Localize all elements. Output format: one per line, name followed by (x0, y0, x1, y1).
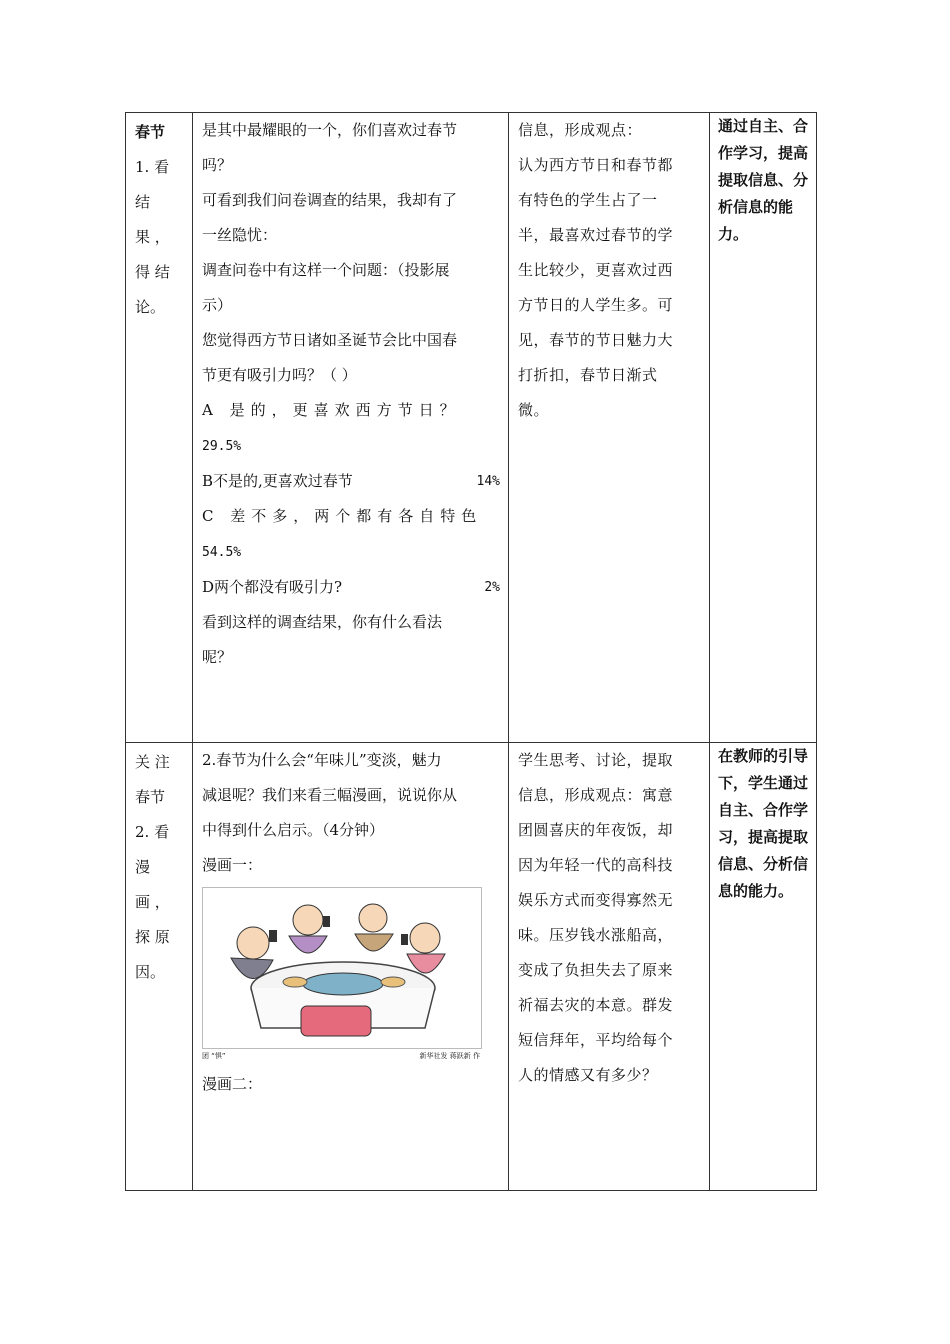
student-text-line: 学生思考、讨论，提取 (518, 751, 674, 769)
step-label-line: 因。 (135, 963, 166, 981)
survey-option (202, 499, 500, 534)
intent-text-line: 息的能力。 (718, 882, 794, 900)
student-text-line: 信息，形成观点： (518, 121, 643, 139)
student-text-line: 生比较少，更喜欢过西 (518, 261, 674, 279)
intent-text-line: 导下，学生 (718, 747, 809, 792)
intent-text-line: 息、分析信 (733, 855, 809, 873)
step-cell (126, 743, 193, 1191)
table-row (126, 113, 817, 743)
student-text-line: 因为年轻一代的高科技 (518, 856, 674, 874)
step-label-line: 结 (135, 193, 151, 211)
teacher-text-line: 减退呢？我们来看三幅漫画，说说你从 (202, 786, 458, 804)
teacher-activity-cell (193, 743, 509, 1191)
student-text-line: 变成了负担失去了原来 (518, 961, 674, 979)
survey-option (202, 464, 500, 499)
step-label-line: 探 原 (135, 928, 170, 946)
comic-title: 团 “惧” (202, 1052, 226, 1060)
teacher-text-line: 2.春节为什么会“年味儿”变淡，魅力 (202, 751, 442, 769)
teacher-activity (193, 113, 508, 675)
step-label-line: 论。 (135, 298, 166, 316)
student-activity (509, 743, 709, 1093)
design-intent-cell (710, 743, 817, 1191)
survey-options (202, 393, 500, 605)
design-intent-cell (710, 113, 817, 743)
student-text-line: 方节日的人学生多。可 (518, 296, 674, 314)
intent-text-line: 息、分析信 (718, 171, 809, 216)
teacher-text-line: 吗？ (202, 156, 233, 174)
teacher-text-line: 看到这样的调查结果，你有什么看法 (202, 613, 443, 631)
student-text-line: 半，最喜欢过春节的学 (518, 226, 674, 244)
teacher-text-line: 示） (202, 296, 233, 314)
teacher-text-line: 漫画一： (202, 856, 263, 874)
student-text-line: 打折扣，春节日渐式 (518, 366, 658, 384)
step-label-line: 春节 (135, 788, 166, 806)
step-label-line: 2. 看 (135, 823, 170, 841)
teacher-text-line: 可看到我们问卷调查的结果，我却有了 (202, 191, 458, 209)
step-label-line: 漫 (135, 858, 151, 876)
step-cell (126, 113, 193, 743)
teacher-text-line: 一丝隐忧： (202, 226, 278, 244)
step-label-line: 果 ， (135, 228, 170, 246)
survey-option (202, 393, 500, 428)
student-text-line: 微。 (518, 401, 550, 419)
student-activity-cell (509, 743, 710, 1191)
survey-option-percent: 14% (476, 474, 500, 489)
teacher-activity (193, 743, 508, 1102)
intent-text-line: 合作学习， (718, 117, 809, 162)
student-text-line: 娱乐方式而变得寡然无 (518, 891, 674, 909)
student-activity (509, 113, 709, 428)
student-text-line: 见，春节的节日魅力大 (518, 331, 674, 349)
intent-text-line: 通过自主、 (718, 117, 794, 135)
comic-two-label: 漫画二： (202, 1075, 263, 1093)
step-label (126, 743, 192, 990)
teacher-text-line: 节更有吸引力吗？（ ） (202, 366, 357, 384)
teacher-text-line: 是其中最耀眼的一个，你们喜欢过春节 (202, 121, 458, 139)
teacher-activity-cell (193, 113, 509, 743)
step-label-line: 得 结 (135, 263, 170, 281)
intent-text-line: 合作学习， (718, 801, 809, 846)
survey-option-text: A 是的，更喜欢西方节日？ (202, 401, 461, 419)
step-label-line: 1. 看 (135, 158, 170, 176)
survey-option-text: B不是的,更喜欢过春节 (202, 472, 353, 490)
intent-text-line: 息的能力。 (718, 198, 794, 243)
student-text-line: 认为西方节日和春节都 (518, 156, 674, 174)
step-label (126, 113, 192, 325)
survey-option-percent: 54.5% (202, 545, 242, 560)
design-intent (710, 113, 816, 248)
intent-text-line: 提高提取信 (718, 828, 809, 873)
intent-text-line: 通过自主、 (718, 774, 809, 819)
teacher-text-line: 您觉得西方节日诸如圣诞节会比中国春 (202, 331, 458, 349)
intent-text-line: 提高提取信 (718, 144, 809, 189)
comic-caption (202, 1051, 480, 1061)
comic-one-image (202, 887, 482, 1049)
step-label-line: 画 ， (135, 893, 170, 911)
student-text-line: 有特色的学生占了一 (518, 191, 658, 209)
intent-text-line: 在教师的引 (718, 747, 794, 765)
student-text-line: 祈福去灾的本意。群发 (518, 996, 674, 1014)
teacher-text-line: 中得到什么启示。（4分钟） (202, 821, 385, 839)
survey-option-percent-line (202, 534, 500, 570)
comic-credit: 新华社发 蒋跃新 作 (419, 1052, 480, 1060)
design-intent (710, 743, 816, 905)
survey-option-percent-line (202, 428, 500, 464)
survey-option-text: C 差不多，两个都有各自特色 (202, 507, 483, 525)
survey-option-text: D两个都没有吸引力? (202, 578, 343, 596)
step-label-line: 关 注 (135, 753, 170, 771)
student-activity-cell (509, 113, 710, 743)
student-text-line: 味。压岁钱水涨船高， (518, 926, 674, 944)
survey-option (202, 570, 500, 605)
table-row (126, 743, 817, 1191)
teacher-text-line: 调查问卷中有这样一个问题：（投影展 (202, 261, 450, 279)
student-text-line: 短信拜年，平均给每个 (518, 1031, 674, 1049)
student-text-line: 人的情感又有多少？ (518, 1066, 658, 1084)
student-text-line: 信息，形成观点：寓意 (518, 786, 674, 804)
lesson-plan-table (125, 112, 817, 1191)
teacher-text-line: 呢？ (202, 648, 233, 666)
step-label-line: 春节 (135, 123, 166, 141)
student-text-line: 团圆喜庆的年夜饭，却 (518, 821, 674, 839)
survey-option-percent: 2% (484, 580, 500, 595)
survey-option-percent: 29.5% (202, 439, 242, 454)
